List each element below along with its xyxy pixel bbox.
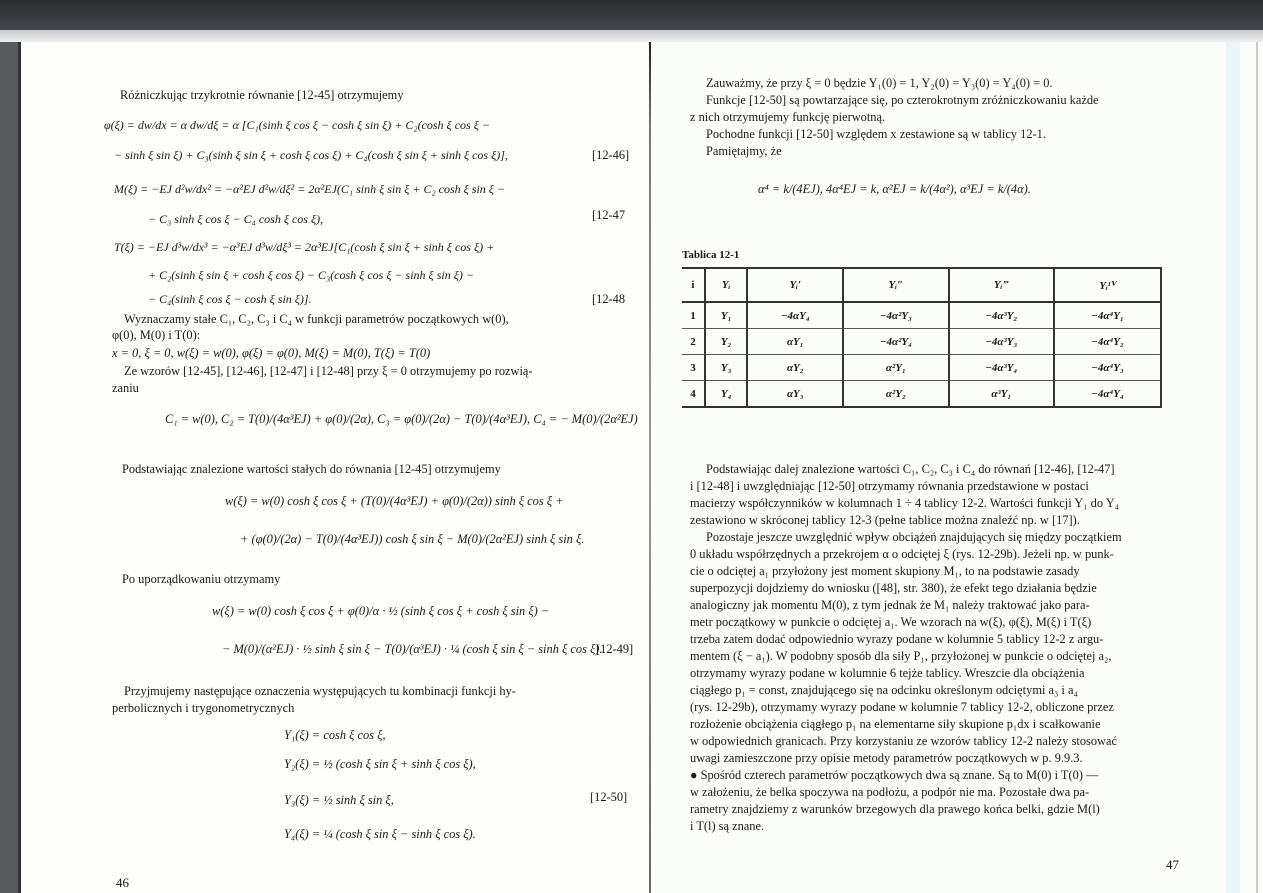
paragraph-b-line: trzeba zatem dodać odpowiednio wyrazy podane w kolumnie 5 tablicy 12-2 z argu- — [690, 632, 1104, 646]
note-line2b: z nich otrzymujemy funkcję pierwotną. — [690, 110, 886, 124]
equation-tag-12-48: [12-48 — [592, 292, 626, 306]
table-header-row — [682, 269, 1160, 303]
equation-12-48-line1: T(ξ) = −EJ d³w/dx³ = −α³EJ d³w/dξ³ = 2α³EJ[C₁(cosh ξ sin ξ + sinh ξ cos ξ) + — [114, 240, 495, 254]
table-row — [682, 355, 1160, 381]
substitution-paragraph: Podstawiając znalezione wartości stałych do równania [12-45] otrzymujemy — [122, 462, 501, 476]
paragraph-c-line: rametry znajdziemy z warunków brzegowych dla prawego końca belki, gdzie M(l) — [690, 802, 1100, 816]
equation-y2: Y₂(ξ) = ½ (cosh ξ sin ξ + sinh ξ cos ξ), — [284, 757, 476, 771]
paragraph-c-line: w założeniu, że belka spoczywa na podłożu, a podpór nie ma. Pozostałe dwa pa- — [690, 785, 1090, 799]
table-cell: −4α⁴Y₄ — [1053, 381, 1160, 406]
paragraph-c-line: i T(l) są znane. — [690, 819, 765, 833]
paragraph-a-line: macierzy współczynników w kolumnach 1 ÷ 4 tablicy 12-2. Wartości funkcji Y₁ do Y₄ — [690, 496, 1119, 510]
scanner-top-edge — [0, 30, 1263, 42]
notation-paragraph-line2: perbolicznych i trygonometrycznych — [112, 701, 295, 715]
paragraph-b-line: ciągłego p₁ = const, znajdującego się na odcinku określonym odciętymi a₃ i a₄ — [690, 683, 1078, 697]
constants-paragraph-line2: φ(0), M(0) i T(0): — [112, 328, 201, 342]
table-cell: αY₂ — [746, 355, 842, 381]
table-cell: Y₃ — [704, 355, 747, 381]
table-cell: Y₂ — [704, 329, 747, 355]
note-line2a: Funkcje [12-50] są powtarzające się, po czterokrotnym zróżniczkowaniu każde — [706, 93, 1099, 107]
paragraph-c-line: ● Spośród czterech parametrów początkowych dwa są znane. Są to M(0) i T(0) — — [690, 768, 1099, 782]
table-header: Yᵢ″ — [842, 269, 947, 303]
equation-y1: Y₁(ξ) = cosh ξ cos ξ, — [284, 728, 386, 742]
table-cell: Y₁ — [704, 303, 747, 329]
note-line3: Pochodne funkcji [12-50] względem x zestawione są w tablicy 12-1. — [706, 127, 1046, 141]
constants-paragraph-line1: Wyznaczamy stałe C₁, C₂, C₃ i C₄ w funkcji parametrów początkowych w(0), — [124, 312, 509, 326]
paragraph-b-line: superpozycji dojdziemy do wniosku ([48], str. 380), że efekt tego działania będzie — [690, 581, 1097, 595]
table-row — [682, 381, 1160, 406]
equation-tag-12-46: [12-46] — [592, 148, 630, 162]
table-header: Yᵢ‴ — [948, 269, 1053, 303]
page-number-right: 47 — [1166, 857, 1179, 872]
equation-12-47-line2: − C₃ sinh ξ cos ξ − C₄ cosh ξ cos ξ), — [148, 212, 324, 226]
table-row — [682, 329, 1160, 355]
page-edge-tint — [1226, 42, 1240, 893]
table-cell: −4α⁴Y₁ — [1053, 303, 1160, 329]
table-cell: −4α²Y₄ — [842, 329, 947, 355]
table-caption: Tablica 12-1 — [682, 249, 740, 261]
equation-12-46-line2: − sinh ξ sin ξ) + C₃(sinh ξ sin ξ + cosh ξ cos ξ) + C₄(cosh ξ sin ξ + sinh ξ cos ξ)], — [114, 148, 508, 162]
table-cell: −4α³Y₃ — [948, 329, 1053, 355]
table-cell: −4α⁴Y₂ — [1053, 329, 1160, 355]
book-gutter — [649, 42, 651, 893]
paragraph-a-line: zestawiono w skróconej tablicy 12-3 (pełne tablice można znaleźć np. w [17]). — [690, 513, 1080, 527]
paragraph-b-line: Pozostaje jeszcze uwzględnić wpływ obciążeń znajdujących się między początkiem — [706, 530, 1122, 544]
w-equation-line2: + (φ(0)/(2α) − T(0)/(4α³EJ)) cosh ξ sin ξ − M(0)/(2α²EJ) sinh ξ sin ξ. — [240, 532, 585, 546]
equation-y4: Y₄(ξ) = ¼ (cosh ξ sin ξ − sinh ξ cos ξ). — [284, 827, 476, 841]
paragraph-b-line: uwagi zamieszczone przy opisie metody parametrów początkowych w p. 9.9.3. — [690, 751, 1083, 765]
equation-tag-12-47: [12-47 — [592, 208, 626, 222]
paragraph-b-line: mentem (ξ − a₁). W podobny sposób dla siły P₁, przyłożonej w punkcie o odciętej a₂, — [690, 649, 1112, 663]
table-cell: αY₁ — [746, 329, 842, 355]
scanner-left-edge — [0, 42, 20, 893]
table-row — [682, 303, 1160, 329]
table-cell: α³Y₁ — [948, 381, 1053, 406]
paragraph-b-line: rozłożenie obciążenia ciągłego p₁ na elementarne siły skupione p₁dx i scałkowanie — [690, 717, 1101, 731]
alpha-relations: α⁴ = k/(4EJ), 4α⁴EJ = k, α²EJ = k/(4α²), α³EJ = k/(4α). — [758, 182, 1031, 196]
table-12-1 — [682, 267, 1162, 408]
table-header: Yᵢ′ — [746, 269, 842, 303]
paragraph-b-line: (rys. 12-29b), otrzymamy wyrazy podane w kolumnie 7 tablicy 12-2, obliczone przez — [690, 700, 1114, 714]
table-cell: −4α³Y₂ — [948, 303, 1053, 329]
paragraph-b-line: analogiczny jak momentu M(0), z tym jednak że M₁ należy traktować jako para- — [690, 598, 1090, 612]
note-line1: Zauważmy, że przy ξ = 0 będzie Y₁(0) = 1, Y₂(0) = Y₃(0) = Y₄(0) = 0. — [706, 76, 1053, 90]
equation-tag-12-50: [12-50] — [590, 790, 628, 804]
table-header: i — [682, 269, 704, 303]
paragraph-b-line: w odpowiednich granicach. Przy korzystaniu ze wzorów tablicy 12-2 należy stosować — [690, 734, 1117, 748]
equation-12-46-line1: φ(ξ) = dw/dx = α dw/dξ = α [C₁(sinh ξ cos ξ − cosh ξ sin ξ) + C₂(cosh ξ cos ξ − — [104, 118, 490, 132]
page-number-left: 46 — [116, 875, 129, 890]
equation-12-49-line2: − M(0)/(α²EJ) · ½ sinh ξ sin ξ − T(0)/(α³EJ) · ¼ (cosh ξ sin ξ − sinh ξ cos ξ). — [222, 642, 603, 656]
equation-y3: Y₃(ξ) = ½ sinh ξ sin ξ, — [284, 793, 394, 807]
table-cell: −4α⁴Y₃ — [1053, 355, 1160, 381]
table-header: Yᵢ — [704, 269, 747, 303]
equation-12-49-line1: w(ξ) = w(0) cosh ξ cos ξ + φ(0)/α · ½ (sinh ξ cos ξ + cosh ξ sin ξ) − — [212, 604, 550, 618]
table-cell: −4αY₄ — [746, 303, 842, 329]
table-cell: αY₃ — [746, 381, 842, 406]
table-cell: 4 — [690, 387, 696, 400]
table-cell: 1 — [682, 303, 704, 329]
table-cell: −4α²Y₃ — [842, 303, 947, 329]
paragraph-b-line: 0 układu współrzędnych a przekrojem α o odciętej ξ (rys. 12-29b). Jeżeli np. w punk- — [690, 547, 1114, 561]
equation-12-48-line2: + C₂(sinh ξ sin ξ + cosh ξ cos ξ) − C₃(cosh ξ cos ξ − sinh ξ sin ξ) − — [148, 268, 474, 282]
constants-equation: C₁ = w(0), C₂ = T(0)/(4α³EJ) + φ(0)/(2α), C₃ = φ(0)/(2α) − T(0)/(4α³EJ), C₄ = − M(0)/(2α²EJ) — [165, 412, 638, 426]
paragraph-a-line: Podstawiając dalej znalezione wartości C₁, C₂, C₃ i C₄ do równań [12-46], [12-47] — [706, 462, 1115, 476]
page-edge-line — [1256, 42, 1258, 893]
equation-12-48-line3: − C₄(sinh ξ cos ξ − cosh ξ sin ξ)]. — [148, 292, 312, 306]
table-header: Yᵢᴵⱽ — [1053, 269, 1160, 303]
equation-12-47-line1: M(ξ) = −EJ d²w/dx² = −α²EJ d²w/dξ² = 2α²EJ(C₁ sinh ξ sin ξ + C₂ cosh ξ sin ξ − — [114, 182, 506, 196]
intro-text: Różniczkując trzykrotnie równanie [12-45] otrzymujemy — [120, 88, 404, 102]
ordering-paragraph: Po uporządkowaniu otrzymamy — [122, 572, 281, 586]
table-cell: 3 — [682, 355, 704, 381]
w-equation-line1: w(ξ) = w(0) cosh ξ cos ξ + (T(0)/(4α³EJ) + φ(0)/(2α)) sinh ξ cos ξ + — [225, 494, 564, 508]
table-cell: α²Y₁ — [842, 355, 947, 381]
paragraph-b-line: cie o odciętej a₁ przyłożony jest moment skupiony M₁, to na podstawie zasady — [690, 564, 1080, 578]
paragraph-b-line: metr początkowy w punkcie o odciętej a₁. We wzorach na w(ξ), φ(ξ), M(ξ) i T(ξ) — [690, 615, 1092, 629]
solve-paragraph-line1: Ze wzorów [12-45], [12-46], [12-47] i [12-48] przy ξ = 0 otrzymujemy po rozwią- — [124, 364, 533, 378]
scanner-top-shadow — [0, 0, 1263, 30]
initial-conditions: x = 0, ξ = 0, w(ξ) = w(0), φ(ξ) = φ(0), M(ξ) = M(0), T(ξ) = T(0) — [112, 346, 431, 360]
equation-tag-12-49: [12-49] — [596, 642, 634, 656]
paragraph-b-line: otrzymamy wyrazy podane w kolumnie 6 tejże tablicy. Wreszcie dla obciążenia — [690, 666, 1085, 680]
table-cell: 2 — [682, 329, 704, 355]
table-cell: −4α³Y₄ — [948, 355, 1053, 381]
note-line4: Pamiętajmy, że — [706, 144, 782, 158]
notation-paragraph-line1: Przyjmujemy następujące oznaczenia występujących tu kombinacji funkcji hy- — [124, 684, 516, 698]
paragraph-a-line: i [12-48] i uwzględniając [12-50] otrzymamy równania przedstawione w postaci — [690, 479, 1089, 493]
table-cell: Y₄ — [704, 381, 747, 406]
solve-paragraph-line2: zaniu — [112, 381, 139, 395]
table-cell: α²Y₂ — [842, 381, 947, 406]
